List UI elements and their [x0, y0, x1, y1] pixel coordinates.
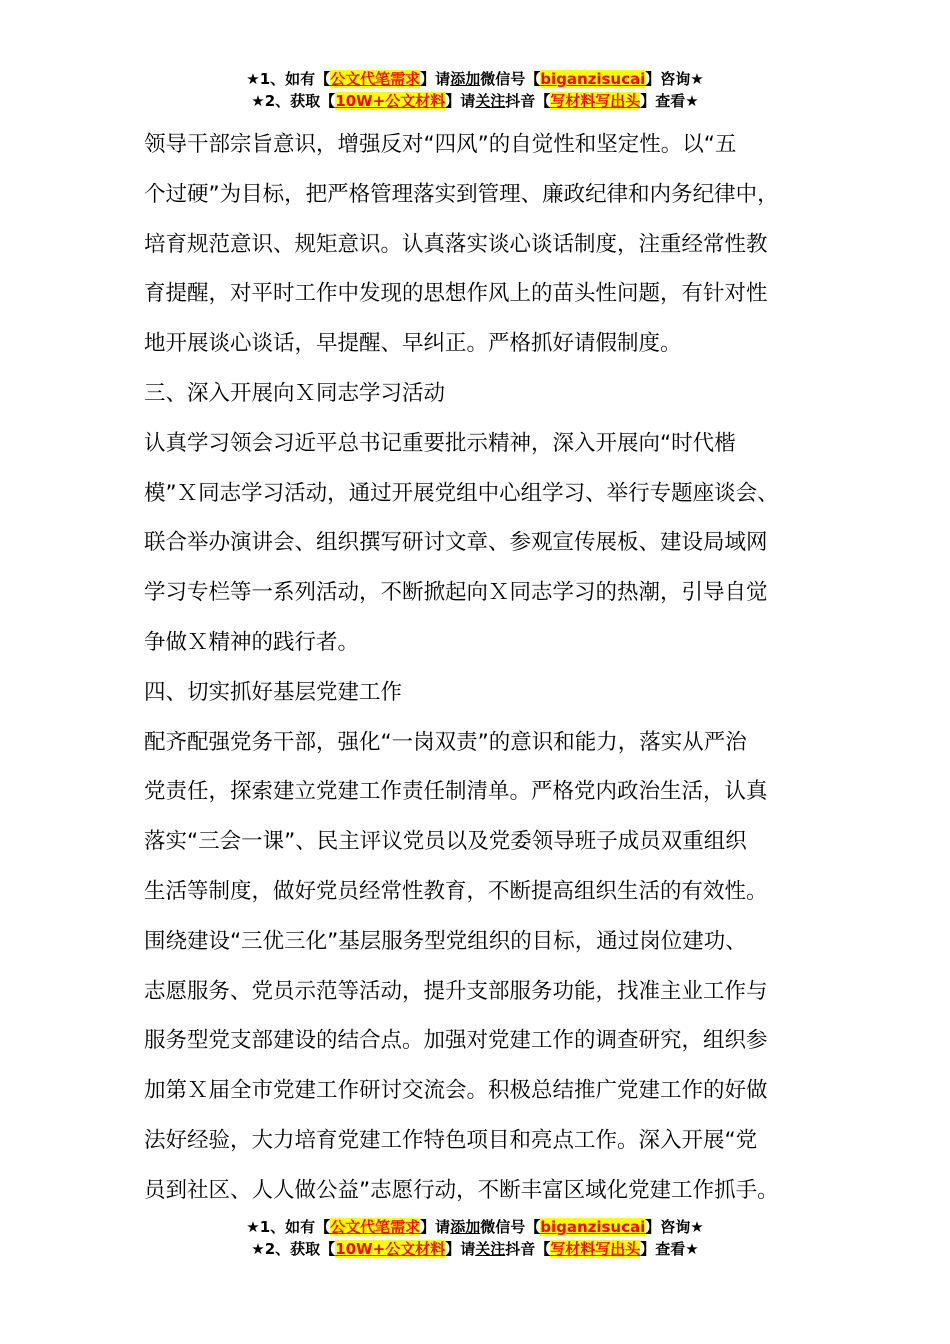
section-heading: 三、深入开展向Ｘ同志学习活动 [144, 380, 446, 406]
text-line: 地开展谈心谈话，早提醒、早纠正。严格抓好请假制度。 [144, 331, 682, 357]
banner-line-2: ★2、获取【10W+公文材料】请关注抖音【写材料写出头】查看★ [251, 1240, 699, 1258]
text-line: 落实“三会一课”、民主评议党员以及党委领导班子成员双重组织 [144, 829, 747, 855]
text-line: 争做Ｘ精神的践行者。 [144, 629, 360, 655]
highlight-wechat-id: biganzisucai [540, 1218, 646, 1236]
text-line: 党责任，探索建立党建工作责任制清单。严格党内政治生活，认真 [144, 779, 768, 805]
text-line: 联合举办演讲会、组织撰写研讨文章、参观宣传展板、建设局域网 [144, 530, 768, 556]
footer-banner [0, 1216, 950, 1260]
text-line: 领导干部宗旨意识，增强反对“四风”的自觉性和坚定性。以“五 [144, 132, 737, 157]
text-line: 志愿服务、党员示范等活动，提升支部服务功能，找准主业工作与 [144, 978, 768, 1004]
document-body [144, 120, 834, 1216]
text-line: 认真学习领会习近平总书记重要批示精神，深入开展向“时代楷 [144, 430, 736, 456]
section-heading: 四、切实抓好基层党建工作 [144, 679, 403, 705]
text-line: 服务型党支部建设的结合点。加强对党建工作的调查研究，组织参 [144, 1028, 768, 1054]
highlight-douyin: 写材料写出头 [550, 1240, 641, 1258]
text-line: 育提醒，对平时工作中发现的思想作风上的苗头性问题，有针对性 [144, 281, 768, 307]
text-line: 配齐配强党务干部，强化“一岗双责”的意识和能力，落实从严治 [144, 729, 747, 755]
highlight-materials: 10W+公文材料 [335, 1240, 446, 1258]
text-line: 加第Ｘ届全市党建工作研讨交流会。积极总结推广党建工作的好做 [144, 1078, 768, 1104]
highlight-materials: 10W+公文材料 [335, 92, 446, 110]
text-line: 学习专栏等一系列活动，不断掀起向Ｘ同志学习的热潮，引导自觉 [144, 580, 768, 606]
text-line: 培育规范意识、规矩意识。认真落实谈心谈话制度，注重经常性教 [144, 231, 768, 257]
text-line: 围绕建设“三优三化”基层服务型党组织的目标，通过岗位建功、 [144, 928, 747, 954]
text-line: 员到社区、人人做公益”志愿行动，不断丰富区域化党建工作抓手。 [144, 1177, 779, 1203]
banner-line-1: ★1、如有【公文代笔需求】请添加微信号【biganzisucai】咨询★ [246, 70, 704, 88]
text-line: 个过硬”为目标，把严格管理落实到管理、廉政纪律和内务纪律中， [144, 181, 779, 207]
header-banner [0, 68, 950, 112]
banner-line-1: ★1、如有【公文代笔需求】请添加微信号【biganzisucai】咨询★ [246, 1218, 704, 1236]
highlight-wechat-id: biganzisucai [540, 70, 646, 88]
highlight-service: 公文代笔需求 [330, 1218, 421, 1236]
text-line: 法好经验，大力培育党建工作特色项目和亮点工作。深入开展“党 [144, 1127, 758, 1153]
text-line: 模”Ｘ同志学习活动，通过开展党组中心组学习、举行专题座谈会、 [144, 480, 779, 506]
highlight-service: 公文代笔需求 [330, 70, 421, 88]
highlight-douyin: 写材料写出头 [550, 92, 641, 110]
text-line: 生活等制度，做好党员经常性教育，不断提高组织生活的有效性。 [144, 878, 768, 904]
banner-line-2: ★2、获取【10W+公文材料】请关注抖音【写材料写出头】查看★ [251, 92, 699, 110]
